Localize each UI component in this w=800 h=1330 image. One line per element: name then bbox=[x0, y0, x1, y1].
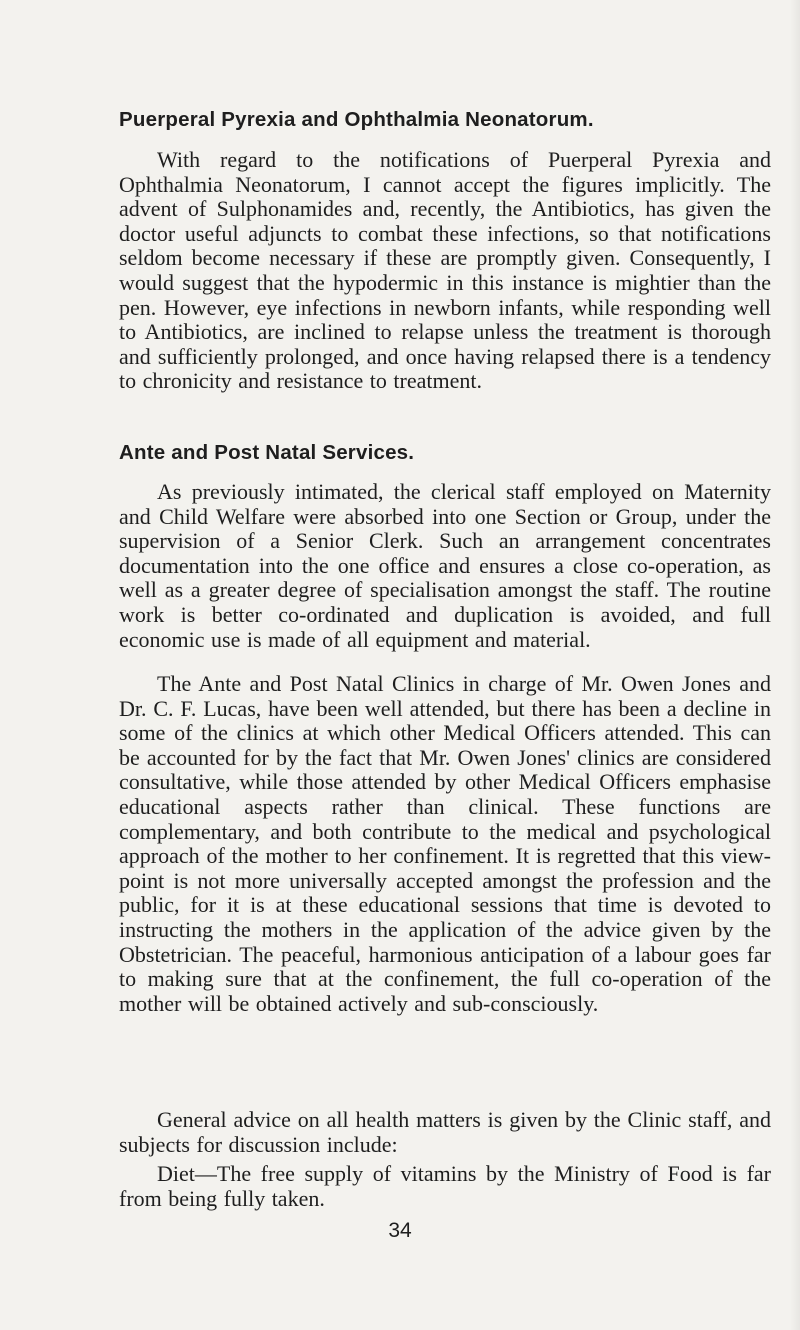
page-edge-shadow bbox=[790, 0, 800, 1330]
paragraph-diet: Diet—The free supply of vitamins by the Ministry of Food is far from being fully taken. bbox=[119, 1161, 771, 1211]
paragraph-clerical-staff: As previously intimated, the clerical staff employed on Maternity and Child Welfare were absorbed into one Section or Group, under the supervision of a Senior Clerk. Such an arrangement concentrates documentation into the one office and ensures a close co-operation, as well as a greater degree of specialisation amongst the staff. The routine work is better co-ordinated and duplication is avoided, and full economic use is made of all equipment and material. bbox=[119, 479, 771, 652]
paragraph-general-advice: General advice on all health matters is given by the Clinic staff, and subjects for discussion include: bbox=[119, 1107, 771, 1157]
section-heading-ante-post-natal: Ante and Post Natal Services. bbox=[119, 441, 415, 464]
section-heading-puerperal-pyrexia: Puerperal Pyrexia and Ophthalmia Neonatorum. bbox=[119, 108, 594, 131]
page-number: 34 bbox=[388, 1219, 412, 1242]
paragraph-notifications: With regard to the notifications of Puerperal Pyrexia and Ophthalmia Neonatorum, I cannot accept the figures implicitly. The advent of Sulphonamides and, recently, the Antibiotics, has given the doctor useful adjuncts to combat these infections, so that notifications seldom become necessary if these are promptly given. Consequently, I would suggest that the hypodermic in this instance is mightier than the pen. However, eye infections in newborn infants, while responding well to Antibiotics, are inclined to relapse unless the treatment is thorough and sufficiently prolonged, and once having relapsed there is a tendency to chronicity and resistance to treatment. bbox=[119, 147, 771, 394]
paragraph-clinics: The Ante and Post Natal Clinics in charge of Mr. Owen Jones and Dr. C. F. Lucas, have been well attended, but there has been a decline in some of the clinics at which other Medical Officers attended. This can be accounted for by the fact that Mr. Owen Jones' clinics are considered consultative, while those attended by other Medical Officers emphasise educational aspects rather than clinical. These functions are complementary, and both contribute to the medical and psychological approach of the mother to her confinement. It is regretted that this view-point is not more universally accepted amongst the profession and the public, for it is at these educational sessions that time is devoted to instructing the mothers in the application of the advice given by the Obstetrician. The peaceful, harmonious anticipation of a labour goes far to making sure that at the confinement, the full co-operation of the mother will be obtained actively and sub-consciously. bbox=[119, 671, 771, 1016]
